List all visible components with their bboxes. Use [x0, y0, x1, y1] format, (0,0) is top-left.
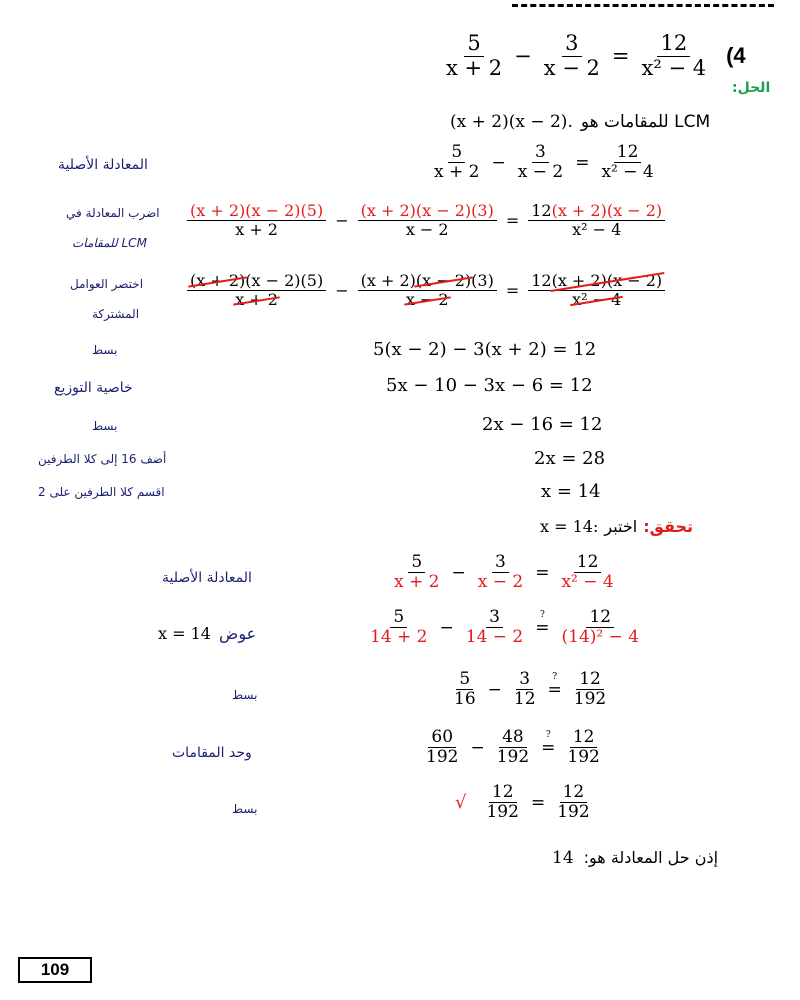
step-label: اختصر العوامل	[70, 277, 144, 291]
dashed-rule	[512, 4, 774, 7]
step-label: اقسم كلا الطرفين على 2	[38, 485, 165, 499]
check-equation: $\frac{60}{192}$ − $\frac{48}{192}$ = ? $\frac{12}{192}$	[426, 727, 600, 768]
conclusion-text: إذن حل المعادلة هو:	[583, 848, 719, 867]
step-expression: 2x − 16 = 12	[482, 414, 603, 435]
check-text: اختبر	[604, 517, 638, 536]
conclusion	[552, 848, 718, 868]
check-label: المعادلة الأصلية	[162, 570, 252, 586]
check-label: بسط	[232, 802, 258, 816]
problem-number: (4	[726, 43, 746, 69]
step-expression: 5(x − 2) − 3(x + 2) = 12	[373, 339, 597, 360]
fraction: $\frac{3}{x - 2}$	[543, 31, 600, 80]
check-label: بسط	[232, 688, 258, 702]
check-label: عوض x = 14	[158, 624, 257, 643]
check-equation: √ $\frac{12}{192}$ = $\frac{12}{192}$	[455, 782, 590, 823]
step-label: اضرب المعادلة في	[66, 206, 160, 220]
cancel-factors-equation: $\frac{(x + 2)(x - 2)(5)}{x + 2}$ − $\frac{(x + 2)(x - 2)(3)}{x - 2}$ = $\frac{12(x + 2)(x - 2)}{\text{x² − 4}}$	[184, 272, 668, 309]
step-label: بسط	[92, 419, 118, 433]
step-expression: 5x − 10 − 3x − 6 = 12	[386, 375, 593, 396]
step-label: أضف 16 إلى كلا الطرفين	[38, 452, 167, 466]
step-label: المعادلة الأصلية	[58, 157, 148, 173]
conclusion-value: 14	[552, 848, 574, 868]
original-equation: $\frac{5}{x + 2}$ − $\frac{3}{x - 2}$ = $\frac{12}{\text{x² − 4}}$	[434, 142, 654, 183]
step-label: بسط	[92, 343, 118, 357]
check-equation: $\frac{5}{14 + 2}$ − $\frac{3}{14 - 2}$ = ? $\frac{12}{\text{(14)² − 4}}$	[370, 607, 640, 648]
step-expression: 2x = 28	[534, 448, 606, 469]
solution-heading: الحل:	[732, 80, 771, 96]
check-mark-icon: √	[455, 792, 467, 814]
lcm-expression: (x + 2)(x − 2).	[450, 112, 573, 132]
step-label: المشتركة	[92, 307, 140, 321]
multiply-lcm-equation: $\frac{(x + 2)(x - 2)(5)}{x + 2}$ − $\frac{(x + 2)(x - 2)(3)}{x - 2}$ = $\frac{12(x + 2)(x - 2)}{\text{x² − 4}}$	[184, 202, 668, 239]
lcm-sentence	[450, 112, 710, 132]
fraction: $\frac{12}{\text{x² − 4}}$	[641, 31, 707, 80]
page-number: 109	[18, 957, 92, 983]
check-line	[540, 517, 693, 536]
step-label: خاصية التوزيع	[54, 380, 133, 396]
fraction: $\frac{5}{x + 2}$	[446, 31, 503, 80]
lcm-text: LCM للمقامات هو	[580, 112, 711, 132]
problem-equation: $\frac{5}{x + 2}$ − $\frac{3}{x - 2}$ = $\frac{12}{\text{x² − 4}}$ (4	[440, 32, 746, 80]
check-expression: x = 14:	[540, 517, 599, 536]
step-expression: x = 14	[541, 481, 601, 502]
check-equation: $\frac{5}{16}$ − $\frac{3}{12}$ = ? $\frac{12}{192}$	[454, 669, 607, 710]
check-equation: $\frac{5}{x + 2}$ − $\frac{3}{x - 2}$ = $\frac{12}{\text{x² − 4}}$	[394, 552, 614, 593]
check-heading: تحقق:	[643, 517, 694, 536]
check-label: وحد المقامات	[172, 745, 252, 761]
step-label: LCM للمقامات	[72, 236, 147, 250]
